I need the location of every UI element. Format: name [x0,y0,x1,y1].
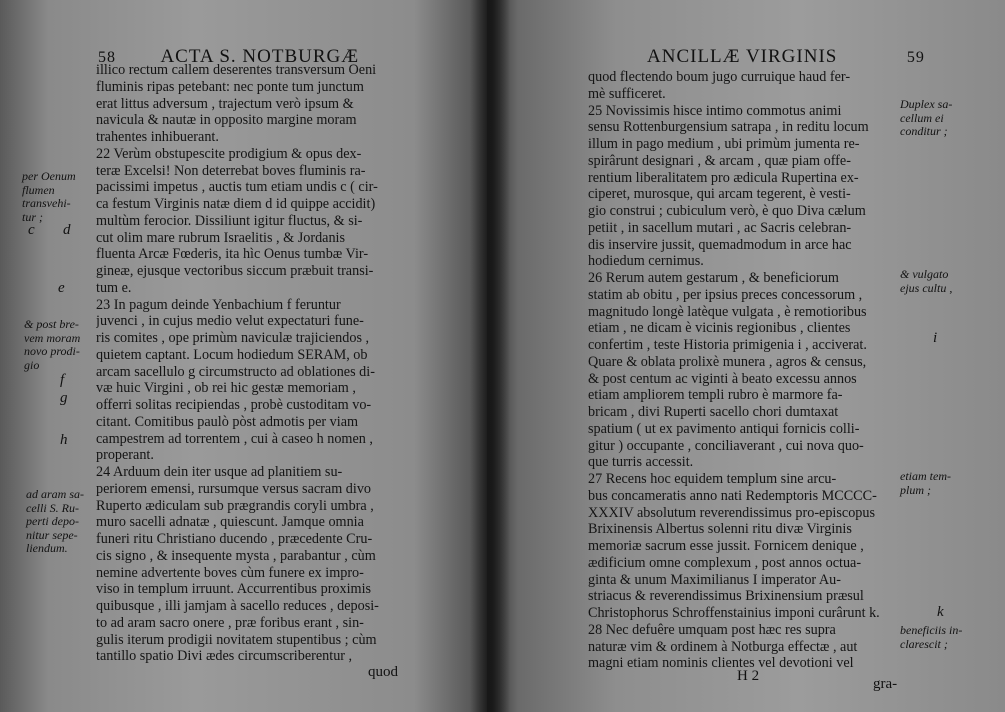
footnote-letter-f: f [60,372,65,388]
text-line: bricam , divi Ruperti sacello chori dumtaxat [588,404,839,420]
footnote-letter-e: e [58,280,65,296]
text-line: magni etiam nominis clientes vel devotioni vel [588,655,854,672]
footnote-letter-c: c [28,222,35,238]
text-line: mè sufficeret. [588,85,666,102]
text-line: to ad aram sacro onere , præ foribus erant , sin- [96,614,364,631]
text-line: Christophorus Schroffenstainius imponi curârunt k. [588,605,880,621]
text-line: que turris accessit. [588,454,694,471]
text-line: cut olim mare rubrum Israelitis , & Jordanis [96,229,346,246]
left-body-text [96,62,401,665]
right-catchword: gra- [873,676,898,692]
text-line: etiam , ne dicam è vicinis regionibus , clientes [588,320,851,337]
text-line: illum in pago medium , ubi primùm jumenta re- [588,136,860,152]
text-line: petiit , in sacellum mutari , ac Sacris celebran- [588,219,852,236]
right-running-head: ANCILLÆ VIRGINIS [647,46,838,67]
text-line: quietem captant. Locum hodiedum SERAM, ob [96,346,368,363]
text-line: 28 Nec defuêre umquam post hæc res supra [588,621,836,638]
text-line: quibusque , illi jamjam à sacello reduces , deposi- [96,598,379,614]
right-page [487,0,1005,712]
text-line: bus concameratis anno nati Redemptoris MCCCC- [588,487,877,504]
text-line: 25 Novissimis hisce intimo commotus animi [588,102,842,119]
text-line: properant. [96,447,154,464]
right-page-header [647,46,925,68]
left-page [0,0,487,712]
left-catchword: quod [368,664,398,680]
text-line: offerri solitas recipiendas , probè custoditam vo- [96,397,372,413]
text-line: gitur ) occupante , conciliaverant , cui nova quo- [588,437,864,454]
text-line: statim ab obitu , per ipsius preces concessorum , [588,286,863,303]
text-line: tum e. [96,279,132,296]
text-line: trahentes inhibuerant. [96,129,219,145]
text-line: viso in templum irruunt. Accurrentibus proximis [96,581,372,598]
text-line: 22 Verùm obstupescite prodigium & opus dex- [96,145,362,162]
text-line: ædificium omne complexum , post annos octua- [588,554,862,571]
text-line: muro sacelli adnatæ , quiescunt. Jamque omnia [96,514,364,531]
text-line: teræ Excelsi! Non deterrebat boves fluminis ra- [96,162,366,179]
right-body-text [588,69,898,672]
text-line: memoriæ sacrum esse jussit. Fornicem denique , [588,538,864,554]
text-line: periorem emensi, rursumque versus sacram divo [96,480,372,497]
footnote-letter-d: d [63,222,71,238]
text-line: tantillo spatio Divi ædes circumscriberentur , [96,648,353,665]
text-line: Brixinensis Albertus solenni ritu divæ Virginis [588,521,852,538]
text-line: ca festum Virginis natæ diem d id quippe accidit) [96,196,376,212]
left-page-number: 58 [98,49,116,66]
text-line: dis inservire jussit, quemadmodum in arce hac [588,236,852,253]
text-line: 27 Recens hoc equidem templum sine arcu- [588,471,837,487]
text-line: confertim , teste Historia primigenia i , acciverat. [588,337,867,353]
text-line: væ huic Virgini , ob rei hic gestæ memoriam , [96,380,356,397]
right-page-number: 59 [906,49,925,66]
right-margin-note-2: & vulgato ejus cultu , [900,267,953,295]
book-gutter [470,0,510,712]
footnote-letter-h: h [60,432,68,448]
footnote-letter-g: g [60,390,68,406]
text-line: ginta & unum Maximilianus I imperator Au- [588,571,841,588]
text-line: nemine advertente boves cùm funere ex impro- [96,564,364,581]
left-margin-note-2: & post bre- vem moram novo prodi- gio [24,317,81,372]
text-line: spatium ( ut ex pavimento antiqui fornicis colli- [588,420,860,437]
text-line: & post centum ac viginti à beato excessu annos [588,370,857,387]
text-line: pacissimi impetus , auctis tum etiam undis c ( cir- [96,179,378,196]
text-line: XXXIV absolutum reverendissimus pro-episcopus [588,504,875,521]
text-line: ciperet, murosque, qui arcam tegerent, è vesti- [588,186,851,203]
text-line: Quare & oblata prolixè munera , agros & census, [588,353,867,370]
text-line: gineæ, ejusque vectoribus siccum præbuit transi- [96,263,374,279]
text-line: 24 Arduum dein iter usque ad planitiem su- [96,464,343,480]
text-line: quod flectendo boum jugo curruique haud fer- [588,69,851,85]
left-margin-note-1: per Oenum flumen transvehi- tur ; [22,169,76,224]
text-line: hodiedum cernimus. [588,253,704,270]
text-line: erat littus adversum , trajectum verò ipsum & [96,95,354,112]
text-line: funeri ritu Christiano ducendo , præcedente Cru- [96,531,373,547]
signature-mark: H 2 [737,668,760,684]
text-line: fluminis ripas petebant: nec ponte tum junctum [96,78,364,95]
text-line: 26 Rerum autem gestarum , & beneficiorum [588,270,839,286]
text-line: ris comites , ope primùm naviculæ trajiciendos , [96,330,370,346]
text-line: multùm ferocior. Dissiliunt igitur fluctus, & si- [96,212,363,229]
left-margin-note-3: ad aram sa- celli S. Ru- perti depo- nitur sepe- liendum. [26,487,85,555]
text-line: rentium liberalitatem pro ædicula Rupertina ex- [588,169,859,186]
text-line: navicula & nautæ in opposito margine moram [96,112,357,129]
text-line: gulis iterum prodigii novitatem stupentibus ; cùm [96,631,377,648]
footnote-letter-k: k [937,604,944,620]
text-line: striacus & reverendissimus Brixinensium præsul [588,588,864,605]
text-line: etiam ampliorem templi rubro è marmore fa- [588,387,843,404]
text-line: 23 In pagum deinde Yenbachium f feruntur [96,296,341,313]
text-line: sensu Rottenburgensium satrapa , in reditu locum [588,119,869,136]
text-line: naturæ vim & ordinem à Notburga effectæ , aut [588,638,858,655]
text-line: juvenci , in cujus medio velut expectaturi fune- [96,313,364,330]
text-line: gio construi ; cubiculum verò, è quo Diva cælum [588,203,866,219]
text-line: fluenta Arcæ Fœderis, ita hìc Oenus tumbæ Vir- [96,246,369,263]
text-line: Ruperto ædiculam sub prægrandis coryli umbra , [96,497,374,514]
right-margin-note-4: beneficiis in- clarescit ; [900,623,963,651]
left-running-head: ACTA S. NOTBURGÆ [160,46,360,67]
right-margin-note-3: etiam tem- plum ; [900,469,951,497]
text-line: spirârunt designari , & arcam , quæ piam offe- [588,152,851,169]
text-line: illico rectum callem deserentes transversum Oeni [96,62,377,78]
text-line: arcam sacellulo g circumstructo ad oblationes di- [96,363,375,380]
footnote-letter-i: i [933,330,938,346]
text-line: campestrem ad torrentem , cui à caseo h nomen , [96,430,373,447]
text-line: magnitudo longè latèque vulgata , è remotioribus [588,303,867,320]
text-line: cis signo , & insequente mysta , parabantur , cùm [96,547,376,564]
right-margin-note-1: Duplex sa- cellum ei conditur ; [900,97,953,138]
text-line: citant. Comitibus paulò pòst admotis per viam [96,413,359,430]
